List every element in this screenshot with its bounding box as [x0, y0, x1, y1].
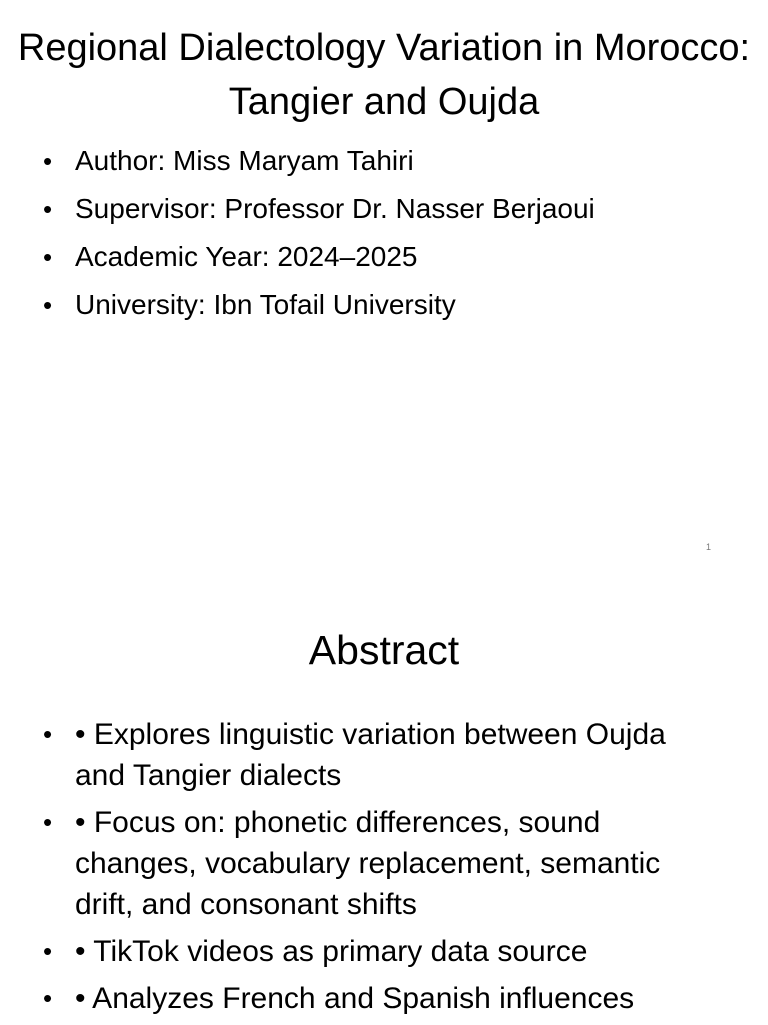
bullet-explores	[0, 714, 705, 796]
bullet-tiktok	[0, 931, 705, 972]
bullet-marker: •	[43, 242, 53, 272]
bullet-marker: •	[43, 719, 53, 749]
bullet-text: • TikTok videos as primary data source	[75, 935, 588, 968]
bullet-text: Author: Miss Maryam Tahiri	[75, 145, 414, 176]
bullet-marker: •	[43, 807, 53, 837]
bullet-text: University: Ibn Tofail University	[75, 289, 456, 320]
bullet-marker: •	[43, 983, 53, 1013]
bullet-text: Academic Year: 2024–2025	[75, 241, 418, 272]
bullet-list	[0, 714, 705, 1025]
bullet-marker: •	[43, 936, 53, 966]
bullet-academic-year	[0, 236, 715, 284]
bullet-author	[0, 140, 715, 188]
bullet-focus	[0, 802, 705, 925]
slide-title: Abstract	[308, 627, 460, 673]
bullet-text: • Focus on: phonetic differences, sound changes, vocabulary replacement, semantic drift, and consonant shifts	[75, 806, 661, 921]
page-number: 1	[706, 542, 712, 552]
bullet-marker: •	[43, 194, 53, 224]
bullet-text: • Explores linguistic variation between Oujda and Tangier dialects	[75, 718, 666, 792]
slide-title: Regional Dialectology Variation in Morocco: Tangier and Oujda	[17, 27, 751, 123]
bullet-influences	[0, 978, 705, 1019]
bullet-text: • Analyzes French and Spanish influences	[75, 982, 635, 1015]
bullet-supervisor	[0, 188, 715, 236]
bullet-marker: •	[43, 290, 53, 320]
bullet-list	[0, 140, 715, 332]
bullet-university	[0, 284, 715, 332]
slide-2	[0, 576, 768, 1024]
bullet-text: Supervisor: Professor Dr. Nasser Berjaoui	[75, 193, 595, 224]
bullet-marker: •	[43, 146, 53, 176]
